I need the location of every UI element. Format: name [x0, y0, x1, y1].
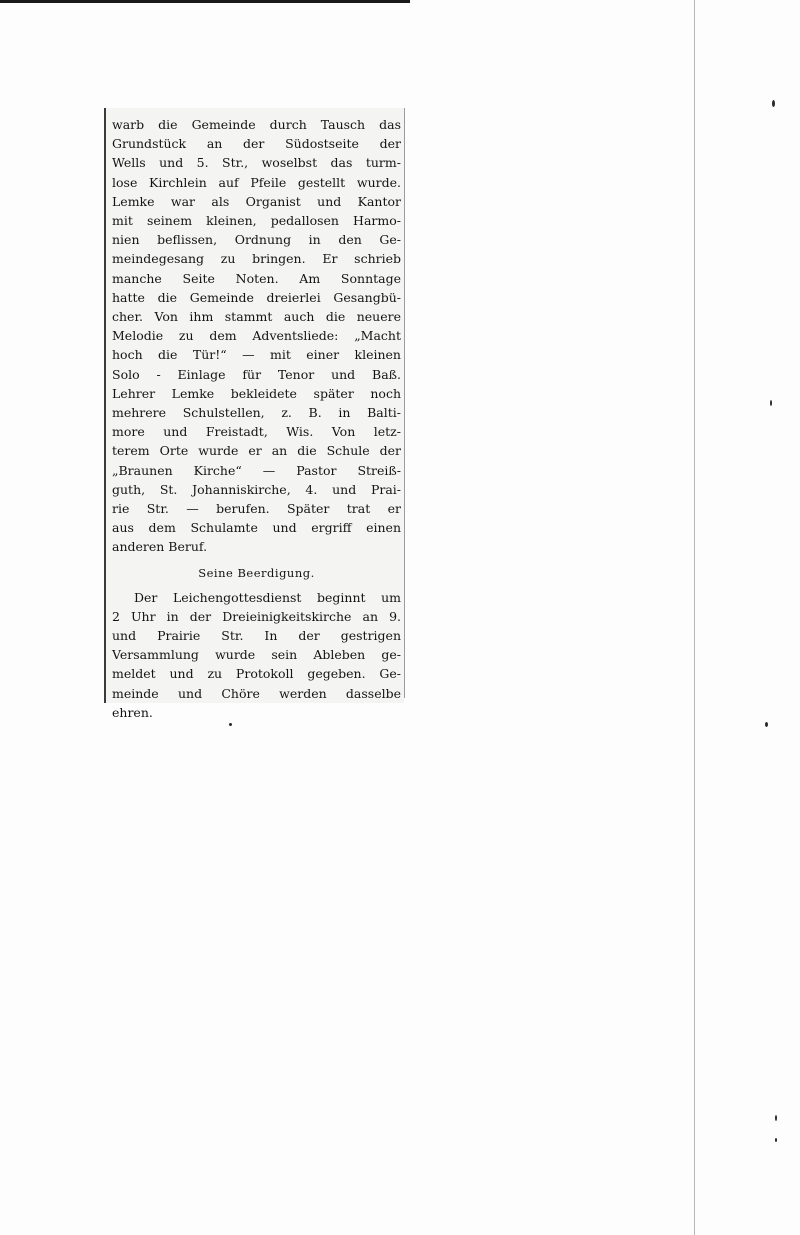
text-line: 2 Uhr in der Dreieinigkeitskirche an 9.: [112, 608, 401, 624]
text-line: Melodie zu dem Adventsliede: „Macht: [112, 328, 401, 344]
text-line: lose Kirchlein auf Pfeile gestellt wurde.: [112, 174, 401, 190]
scan-speck: [772, 100, 775, 107]
text-line: manche Seite Noten. Am Sonntage: [112, 270, 401, 286]
scan-speck: [770, 400, 772, 406]
text-line: mit seinem kleinen, pedallosen Harmo-: [112, 213, 401, 229]
text-line: rie Str. — berufen. Später trat er: [112, 501, 401, 517]
text-line: Lemke war als Organist und Kantor: [112, 193, 401, 209]
text-line: Versammlung wurde sein Ableben ge-: [112, 647, 401, 663]
paragraph-1: [112, 115, 401, 557]
text-line: „Braunen Kirche“ — Pastor Streiß-: [112, 462, 401, 478]
page-edge-line: [694, 0, 695, 1235]
text-line: Lehrer Lemke bekleidete später noch: [112, 385, 401, 401]
text-line: aus dem Schulamte und ergriff einen: [112, 520, 401, 536]
text-line: nien beflissen, Ordnung in den Ge-: [112, 232, 401, 248]
text-line: hoch die Tür!“ — mit einer kleinen: [112, 347, 401, 363]
text-line: guth, St. Johanniskirche, 4. und Prai-: [112, 481, 401, 497]
text-line: anderen Beruf.: [112, 539, 208, 555]
scan-speck: [229, 723, 232, 726]
text-line: meldet und zu Protokoll gegeben. Ge-: [112, 666, 401, 682]
text-line: hatte die Gemeinde dreierlei Gesangbü-: [112, 289, 401, 305]
section-heading: Seine Beerdigung.: [198, 565, 315, 580]
text-line: mehrere Schulstellen, z. B. in Balti-: [112, 405, 401, 421]
scan-speck: [765, 722, 768, 727]
scan-speck: [775, 1138, 777, 1142]
text-line: und Prairie Str. In der gestrigen: [112, 628, 401, 644]
text-line: terem Orte wurde er an die Schule der: [112, 443, 401, 459]
newspaper-clipping: [104, 108, 404, 720]
text-line: more und Freistadt, Wis. Von letz-: [112, 424, 401, 440]
clipping-edge: [404, 108, 405, 698]
scan-speck: [775, 1115, 777, 1121]
text-line: warb die Gemeinde durch Tausch das: [112, 117, 401, 132]
text-line: Grundstück an der Südostseite der: [112, 136, 401, 152]
text-line: Der Leichengottesdienst beginnt um: [134, 589, 401, 605]
text-line: Wells und 5. Str., woselbst das turm-: [112, 155, 401, 171]
paragraph-2: [112, 588, 401, 722]
text-line: ehren.: [112, 704, 153, 720]
text-line: meinde und Chöre werden dasselbe: [112, 685, 401, 701]
top-border-rule: [0, 0, 410, 3]
text-line: meindegesang zu bringen. Er schrieb: [112, 251, 401, 267]
text-line: Solo - Einlage für Tenor und Baß.: [112, 366, 401, 382]
text-line: cher. Von ihm stammt auch die neuere: [112, 309, 401, 325]
